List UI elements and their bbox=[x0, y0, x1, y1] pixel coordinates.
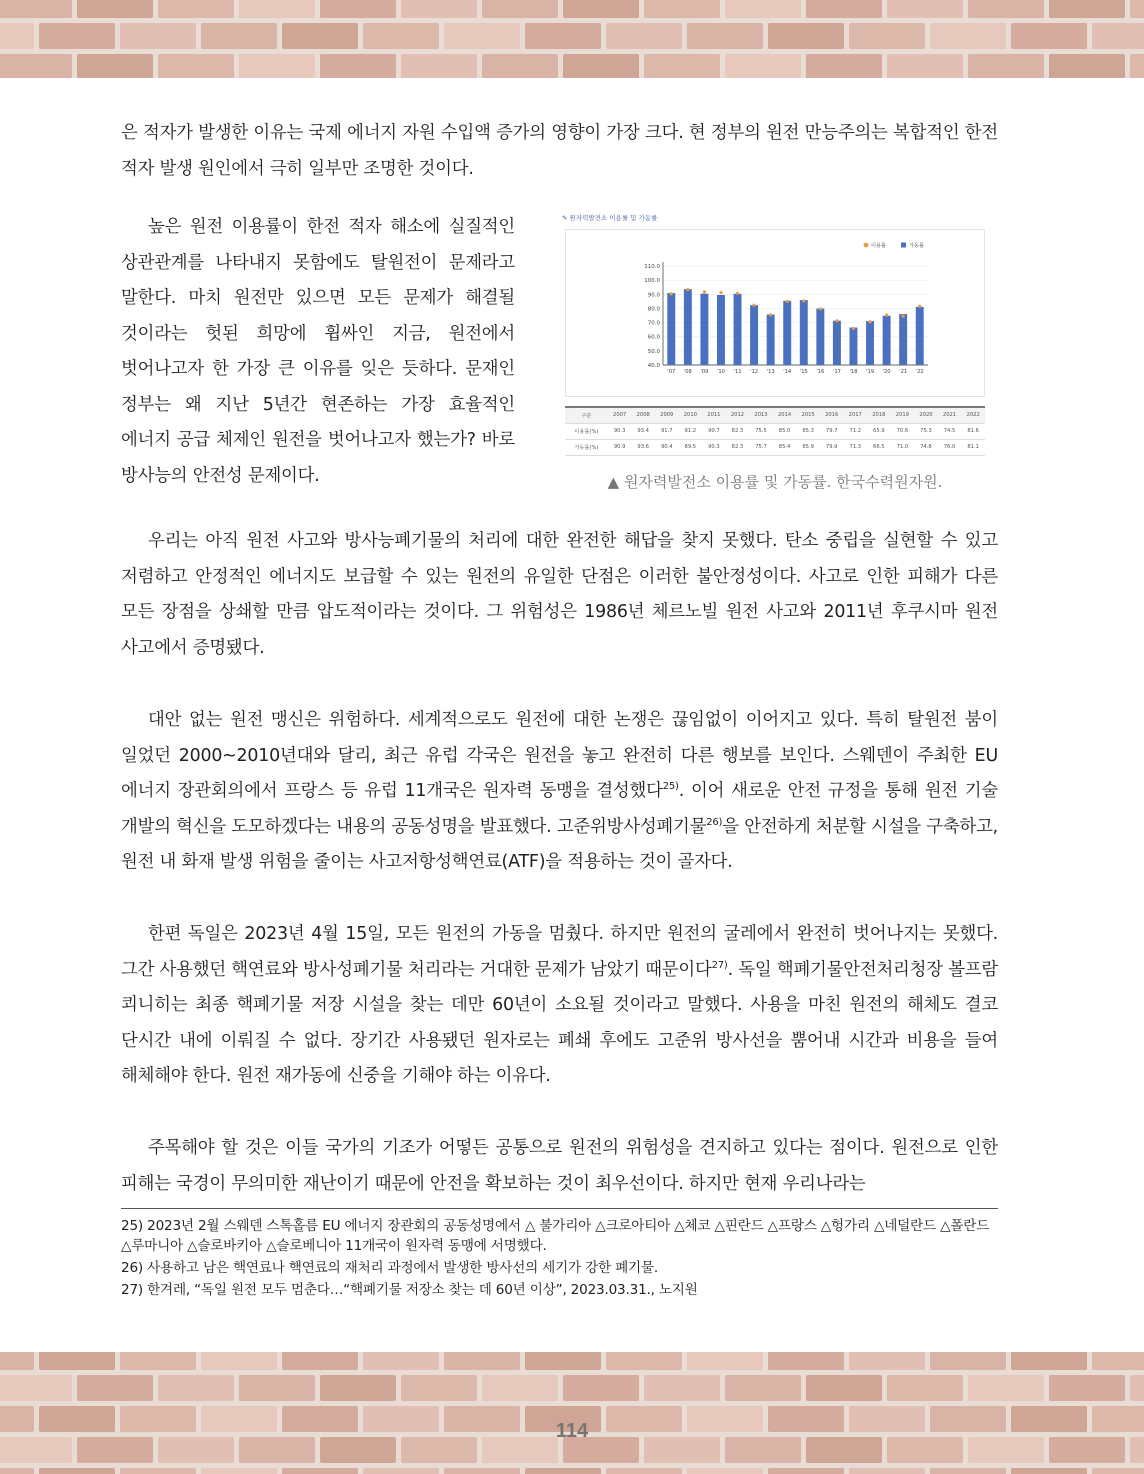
brick bbox=[1092, 1352, 1144, 1370]
table-cell: 2015 bbox=[796, 407, 820, 423]
paragraph-europe bbox=[121, 703, 998, 881]
bar-operation-rate bbox=[717, 295, 725, 365]
table-cell: 75.5 bbox=[749, 423, 773, 439]
footnote-25: 25) 2023년 2월 스웨덴 스톡홀름 EU 에너지 장관회의 공동성명에서 △ 불가리아 △크로아티아 △체코 △핀란드 △프랑스 △헝가리 △네덜란드 △폴란드 △루마니아 △슬로바키아 △슬로베니아 11개국이 원자력 동맹에 서명했다. bbox=[121, 1218, 990, 1254]
x-tick-label: '09 bbox=[700, 369, 709, 375]
brick bbox=[0, 54, 72, 78]
table-cell: 81.1 bbox=[961, 439, 985, 455]
chart-frame bbox=[565, 229, 985, 397]
bar-operation-rate bbox=[916, 307, 924, 365]
brick bbox=[930, 23, 1006, 49]
point-utilization-rate bbox=[670, 292, 673, 295]
brick bbox=[1049, 54, 1125, 78]
table-row bbox=[565, 423, 985, 439]
legend-marker-operation bbox=[901, 243, 906, 248]
table-cell: 76.0 bbox=[938, 439, 962, 455]
brick bbox=[282, 1352, 358, 1370]
table-cell: 74.8 bbox=[914, 439, 938, 455]
brick bbox=[687, 23, 763, 49]
utilization-table bbox=[565, 406, 985, 456]
brick bbox=[687, 1406, 763, 1432]
x-tick-label: '14 bbox=[783, 369, 792, 375]
point-utilization-rate bbox=[868, 320, 871, 323]
brick bbox=[849, 23, 925, 49]
brick bbox=[120, 1352, 196, 1370]
bar-operation-rate bbox=[767, 315, 775, 365]
brick bbox=[1092, 1406, 1144, 1432]
brick bbox=[239, 1437, 315, 1463]
page-number: 114 bbox=[555, 1420, 589, 1442]
table-cell: 66.5 bbox=[867, 439, 891, 455]
brick bbox=[525, 1352, 601, 1370]
brick-wall-texture bbox=[0, 1352, 1144, 1474]
brick bbox=[320, 1437, 396, 1463]
legend-label-operation: 가동률 bbox=[909, 243, 925, 249]
paragraph-nuclear-utilization: 높은 원전 이용률이 한전 적자 해소에 실질적인 상관관계를 나타내지 못함에도 탈원전이 문제라고 말한다. 마치 원전만 있으면 모든 문제가 해결될 것이라는 헛된 희망에 휩싸인 지금, 원전에서 벗어나고자 한 가장 큰 이유를 잊은 듯하다. 문재인 정부는 왜 지난 5년간 현존하는 가장 효율적인 에너지 공급 체제인 원전을 벗어나고자 했는가? 바로 방사능의 안전성 문제이다. bbox=[121, 217, 515, 486]
table-cell: 2017 bbox=[843, 407, 867, 423]
table-cell: 65.9 bbox=[867, 423, 891, 439]
table-cell: 91.7 bbox=[655, 423, 679, 439]
table-cell: 82.3 bbox=[726, 439, 750, 455]
brick bbox=[606, 1352, 682, 1370]
brick bbox=[39, 1406, 115, 1432]
document-page bbox=[0, 78, 1144, 1352]
brick bbox=[320, 1375, 396, 1401]
x-tick-label: '12 bbox=[750, 369, 759, 375]
table-cell: 93.4 bbox=[631, 423, 655, 439]
brick bbox=[201, 1352, 277, 1370]
brick bbox=[39, 23, 115, 49]
table-row bbox=[565, 439, 985, 455]
brick bbox=[482, 54, 558, 78]
table-cell: 89.5 bbox=[679, 439, 703, 455]
brick bbox=[0, 1375, 72, 1401]
brick bbox=[930, 1406, 1006, 1432]
table-cell: 71.3 bbox=[843, 439, 867, 455]
table-cell: 2007 bbox=[608, 407, 632, 423]
table-cell: 85.4 bbox=[773, 439, 797, 455]
brick bbox=[687, 1352, 763, 1370]
brick bbox=[0, 1352, 34, 1370]
table-cell: 79.9 bbox=[820, 439, 844, 455]
x-tick-label: '15 bbox=[799, 369, 808, 375]
paragraph-intro: 은 적자가 발생한 이유는 국제 에너지 자원 수입액 증가의 영향이 가장 크다. 현 정부의 원전 만능주의는 복합적인 한전 적자 발생 원인에서 극히 일부만 조명한 것이다. bbox=[121, 123, 998, 179]
brick bbox=[77, 1437, 153, 1463]
bar-operation-rate bbox=[816, 309, 824, 365]
table-cell: 구분 bbox=[565, 407, 608, 423]
brick bbox=[525, 23, 601, 49]
footnote-27: 27) 한겨레, “독일 원전 모두 멈춘다…“핵폐기물 저장소 찾는 데 60년 이상”, 2023.03.31., 노지원 bbox=[121, 1282, 698, 1298]
paragraph-safety: 우리는 아직 원전 사고와 방사능폐기물의 처리에 대한 완전한 해답을 찾지 못했다. 탄소 중립을 실현할 수 있고 저렴하고 안정적인 에너지도 보급할 수 있는 원전의 유일한 단점은 이러한 불안정성이다. 사고로 인한 피해가 다른 모든 장점을 상쇄할 만큼 압도적이라는 것이다. 그 위험성은 1986년 체르노빌 원전 사고와 2011년 후쿠시마 원전 사고에서 증명됐다. bbox=[121, 531, 998, 658]
brick bbox=[239, 1375, 315, 1401]
brick bbox=[401, 1437, 477, 1463]
brick bbox=[968, 1375, 1044, 1401]
table-cell: 2020 bbox=[914, 407, 938, 423]
brick bbox=[725, 1437, 801, 1463]
utilization-figure bbox=[560, 213, 990, 501]
figure-heading-text: 원자력발전소 이용률 및 가동률 bbox=[569, 214, 658, 222]
table-cell: 90.4 bbox=[655, 439, 679, 455]
footnotes bbox=[121, 1216, 998, 1302]
footnote-ref-25[interactable]: 25) bbox=[662, 781, 679, 793]
brick bbox=[1011, 1468, 1087, 1474]
brick bbox=[363, 1406, 439, 1432]
bar-operation-rate bbox=[883, 316, 891, 365]
brick bbox=[887, 0, 963, 18]
x-tick-label: '08 bbox=[683, 369, 692, 375]
brick bbox=[320, 0, 396, 18]
y-tick-label: 60.0 bbox=[647, 334, 660, 341]
brick bbox=[563, 0, 639, 18]
brick bbox=[644, 0, 720, 18]
brick bbox=[887, 54, 963, 78]
point-utilization-rate bbox=[719, 291, 722, 294]
brick-wall-header bbox=[0, 0, 1144, 78]
brick bbox=[444, 1406, 520, 1432]
brick bbox=[930, 1468, 1006, 1474]
y-tick-label: 40.0 bbox=[647, 363, 660, 369]
brick bbox=[158, 54, 234, 78]
figure-caption: ▲ 원자력발전소 이용률 및 가동률. 한국수력원자원. bbox=[607, 473, 943, 491]
table-cell: 70.6 bbox=[891, 423, 915, 439]
x-tick-label: '18 bbox=[849, 369, 858, 375]
table-cell: 85.0 bbox=[773, 423, 797, 439]
brick bbox=[1130, 1375, 1144, 1401]
brick bbox=[282, 1406, 358, 1432]
brick bbox=[1011, 23, 1087, 49]
brick bbox=[887, 1375, 963, 1401]
table-cell: 가동률(%) bbox=[565, 439, 608, 455]
bar-operation-rate bbox=[899, 314, 907, 365]
point-utilization-rate bbox=[835, 319, 838, 322]
table-header-row bbox=[565, 407, 985, 423]
brick bbox=[1092, 1468, 1144, 1474]
brick bbox=[39, 1352, 115, 1370]
table-cell: 75.7 bbox=[749, 439, 773, 455]
point-utilization-rate bbox=[819, 307, 822, 310]
brick bbox=[806, 0, 882, 18]
brick bbox=[158, 1437, 234, 1463]
brick bbox=[282, 1468, 358, 1474]
brick bbox=[0, 1406, 34, 1432]
brick-wall-footer bbox=[0, 1352, 1144, 1474]
legend-label-utilization: 이용률 bbox=[871, 243, 887, 249]
brick bbox=[644, 1375, 720, 1401]
footnote-ref-27[interactable]: 27) bbox=[711, 959, 728, 971]
x-tick-label: '21 bbox=[899, 369, 908, 375]
paragraph-germany-part2: . 독일 핵폐기물안전처리청장 볼프람 쾨니히는 최종 핵폐기물 저장 시설을 찾는 데만 60년이 소요될 것이라고 말했다. 사용을 마친 원전의 해체도 결코 단시간 내에 이뤄질 수 없다. 장기간 사용됐던 원자로는 폐쇄 후에도 고준위 방사선을 뿜어내 시간과 비용을 들여 해체해야 한다. 원전 재가동에 신중을 기해야 하는 이유다. bbox=[121, 959, 998, 1086]
table-cell: 2018 bbox=[867, 407, 891, 423]
x-tick-label: '20 bbox=[882, 369, 891, 375]
table-cell: 74.5 bbox=[938, 423, 962, 439]
paragraph-europe-part1: 대안 없는 원전 맹신은 위험하다. 세계적으로도 원전에 대한 논쟁은 끊임없이 이어지고 있다. 특히 탈원전 붐이 일었던 2000~2010년대와 달리, 최근 유럽 각국은 원전을 놓고 완전히 다른 행보를 보인다. 스웨덴이 주최한 EU 에너지 장관회의에서 프랑스 등 유럽 11개국은 원자력 동맹을 결성했다 bbox=[121, 710, 998, 801]
table-cell: 2014 bbox=[773, 407, 797, 423]
brick bbox=[887, 1437, 963, 1463]
point-utilization-rate bbox=[769, 313, 772, 316]
brick bbox=[444, 1352, 520, 1370]
x-tick-label: '07 bbox=[667, 369, 676, 375]
brick bbox=[120, 1468, 196, 1474]
point-utilization-rate bbox=[686, 288, 689, 291]
table-cell: 85.3 bbox=[796, 423, 820, 439]
brick bbox=[930, 1352, 1006, 1370]
brick bbox=[1049, 1437, 1125, 1463]
table-cell: 2021 bbox=[938, 407, 962, 423]
table-cell: 93.6 bbox=[631, 439, 655, 455]
x-tick-label: '22 bbox=[915, 369, 924, 375]
brick bbox=[401, 54, 477, 78]
point-utilization-rate bbox=[752, 304, 755, 307]
brick bbox=[849, 1468, 925, 1474]
brick bbox=[482, 0, 558, 18]
table-cell: 91.2 bbox=[679, 423, 703, 439]
bar-operation-rate bbox=[833, 321, 841, 365]
brick bbox=[968, 1437, 1044, 1463]
brick bbox=[968, 54, 1044, 78]
brick bbox=[768, 23, 844, 49]
bar-operation-rate bbox=[700, 294, 708, 365]
legend-marker-utilization bbox=[864, 243, 869, 248]
point-utilization-rate bbox=[802, 299, 805, 302]
brick bbox=[644, 1437, 720, 1463]
brick bbox=[320, 54, 396, 78]
brick bbox=[725, 54, 801, 78]
table-cell: 2019 bbox=[891, 407, 915, 423]
footnote-26: 26) 사용하고 남은 핵연료나 핵연료의 재처리 과정에서 발생한 방사선의 세기가 강한 폐기물. bbox=[121, 1260, 658, 1276]
bar-operation-rate bbox=[750, 305, 758, 365]
brick bbox=[158, 1375, 234, 1401]
brick bbox=[401, 0, 477, 18]
brick bbox=[687, 1468, 763, 1474]
point-utilization-rate bbox=[703, 290, 706, 293]
point-utilization-rate bbox=[736, 292, 739, 295]
brick bbox=[1049, 0, 1125, 18]
point-utilization-rate bbox=[902, 315, 905, 318]
brick bbox=[120, 1406, 196, 1432]
x-tick-label: '11 bbox=[733, 369, 742, 375]
brick bbox=[201, 1406, 277, 1432]
brick bbox=[0, 0, 72, 18]
x-tick-label: '10 bbox=[716, 369, 725, 375]
bar-operation-rate bbox=[667, 293, 675, 365]
bar-operation-rate bbox=[783, 301, 791, 365]
bar-operation-rate bbox=[734, 294, 742, 365]
brick bbox=[363, 23, 439, 49]
table-cell: 90.3 bbox=[608, 423, 632, 439]
brick bbox=[725, 1375, 801, 1401]
point-utilization-rate bbox=[918, 305, 921, 308]
paragraph-europe-part2: . 이어 새로운 안전 규정을 통해 원전 기술 개발의 혁신을 도모하겠다는 내용의 공동성명을 발표했다. 고준위방사성폐기물 bbox=[121, 781, 998, 837]
table-cell: 71.0 bbox=[891, 439, 915, 455]
brick bbox=[363, 1352, 439, 1370]
bar-operation-rate bbox=[684, 289, 692, 365]
footnote-divider bbox=[121, 1208, 998, 1209]
y-tick-label: 90.0 bbox=[647, 292, 660, 299]
paragraph-germany-part1: 한편 독일은 2023년 4월 15일, 모든 원전의 가동을 멈췄다. 하지만 원전의 굴레에서 완전히 벗어나지는 못했다. 그간 사용했던 핵연료와 방사성폐기물 처리라는 거대한 문제가 남았기 때문이다 bbox=[121, 924, 998, 980]
y-tick-label: 100.0 bbox=[644, 278, 660, 285]
y-tick-label: 70.0 bbox=[647, 320, 660, 327]
brick bbox=[39, 1468, 115, 1474]
paragraph-germany bbox=[121, 917, 998, 1095]
x-tick-label: '19 bbox=[866, 369, 875, 375]
paragraph-conclusion: 주목해야 할 것은 이들 국가의 기조가 어떻든 공통으로 원전의 위험성을 견지하고 있다는 점이다. 원전으로 인한 피해는 국경이 무의미한 재난이기 때문에 안전을 확보하는 것이 최우선이다. 하지만 현재 우리나라는 bbox=[121, 1138, 998, 1194]
brick bbox=[120, 23, 196, 49]
brick bbox=[0, 23, 34, 49]
brick bbox=[606, 23, 682, 49]
brick bbox=[806, 1437, 882, 1463]
brick bbox=[849, 1406, 925, 1432]
brick bbox=[0, 1437, 72, 1463]
brick bbox=[525, 1468, 601, 1474]
table-cell: 85.9 bbox=[796, 439, 820, 455]
table-cell: 2008 bbox=[631, 407, 655, 423]
x-tick-label: '17 bbox=[832, 369, 841, 375]
brick bbox=[1011, 1352, 1087, 1370]
brick bbox=[282, 23, 358, 49]
table-cell: 2012 bbox=[726, 407, 750, 423]
y-tick-label: 110.0 bbox=[644, 264, 660, 270]
figure-heading: ✎ 원자력발전소 이용률 및 가동률 bbox=[562, 214, 658, 222]
brick bbox=[849, 1352, 925, 1370]
brick bbox=[606, 1468, 682, 1474]
brick bbox=[563, 54, 639, 78]
table-cell: 이용률(%) bbox=[565, 423, 608, 439]
table-cell: 82.3 bbox=[726, 423, 750, 439]
brick-wall-texture bbox=[0, 0, 1144, 78]
brick bbox=[0, 1468, 34, 1474]
brick bbox=[1130, 0, 1144, 18]
brick bbox=[201, 1468, 277, 1474]
bar-operation-rate bbox=[800, 300, 808, 365]
brick bbox=[239, 0, 315, 18]
brick bbox=[968, 0, 1044, 18]
table-cell: 90.9 bbox=[608, 439, 632, 455]
table-cell: 90.3 bbox=[702, 439, 726, 455]
table-cell: 2009 bbox=[655, 407, 679, 423]
y-tick-label: 50.0 bbox=[647, 348, 660, 355]
table-cell: 79.7 bbox=[820, 423, 844, 439]
bar-operation-rate bbox=[849, 328, 857, 365]
table-cell: 2011 bbox=[702, 407, 726, 423]
x-tick-label: '16 bbox=[816, 369, 825, 375]
y-tick-label: 80.0 bbox=[647, 306, 660, 313]
brick bbox=[158, 0, 234, 18]
brick bbox=[77, 54, 153, 78]
brick bbox=[644, 54, 720, 78]
brick bbox=[444, 23, 520, 49]
point-utilization-rate bbox=[852, 327, 855, 330]
table-cell: 90.7 bbox=[702, 423, 726, 439]
point-utilization-rate bbox=[786, 300, 789, 303]
brick bbox=[1049, 1375, 1125, 1401]
bar-operation-rate bbox=[866, 321, 874, 365]
brick bbox=[482, 1375, 558, 1401]
table-cell: 71.2 bbox=[843, 423, 867, 439]
x-tick-label: '13 bbox=[766, 369, 775, 375]
brick bbox=[768, 1406, 844, 1432]
brick bbox=[806, 1375, 882, 1401]
utilization-chart bbox=[566, 230, 986, 398]
table-cell: 2022 bbox=[961, 407, 985, 423]
paragraph-europe-part3: 을 안전하게 처분할 시설을 구축하고, 원전 내 화재 발생 위험을 줄이는 사고저항성핵연료(ATF)을 적용하는 것이 골자다. bbox=[121, 816, 998, 872]
brick bbox=[768, 1352, 844, 1370]
brick bbox=[1011, 1406, 1087, 1432]
table-cell: 2010 bbox=[679, 407, 703, 423]
brick bbox=[239, 54, 315, 78]
brick bbox=[363, 1468, 439, 1474]
brick bbox=[444, 1468, 520, 1474]
table-cell: 2013 bbox=[749, 407, 773, 423]
brick bbox=[1130, 1437, 1144, 1463]
brick bbox=[563, 1375, 639, 1401]
brick bbox=[201, 23, 277, 49]
brick bbox=[1092, 23, 1144, 49]
brick bbox=[806, 54, 882, 78]
brick bbox=[401, 1375, 477, 1401]
point-utilization-rate bbox=[885, 313, 888, 316]
brick bbox=[768, 1468, 844, 1474]
brick bbox=[725, 0, 801, 18]
brick bbox=[77, 0, 153, 18]
footnote-ref-26[interactable]: 26) bbox=[706, 816, 723, 828]
table-cell: 2016 bbox=[820, 407, 844, 423]
brick bbox=[77, 1375, 153, 1401]
table-cell: 75.3 bbox=[914, 423, 938, 439]
brick bbox=[1130, 54, 1144, 78]
table-cell: 81.6 bbox=[961, 423, 985, 439]
